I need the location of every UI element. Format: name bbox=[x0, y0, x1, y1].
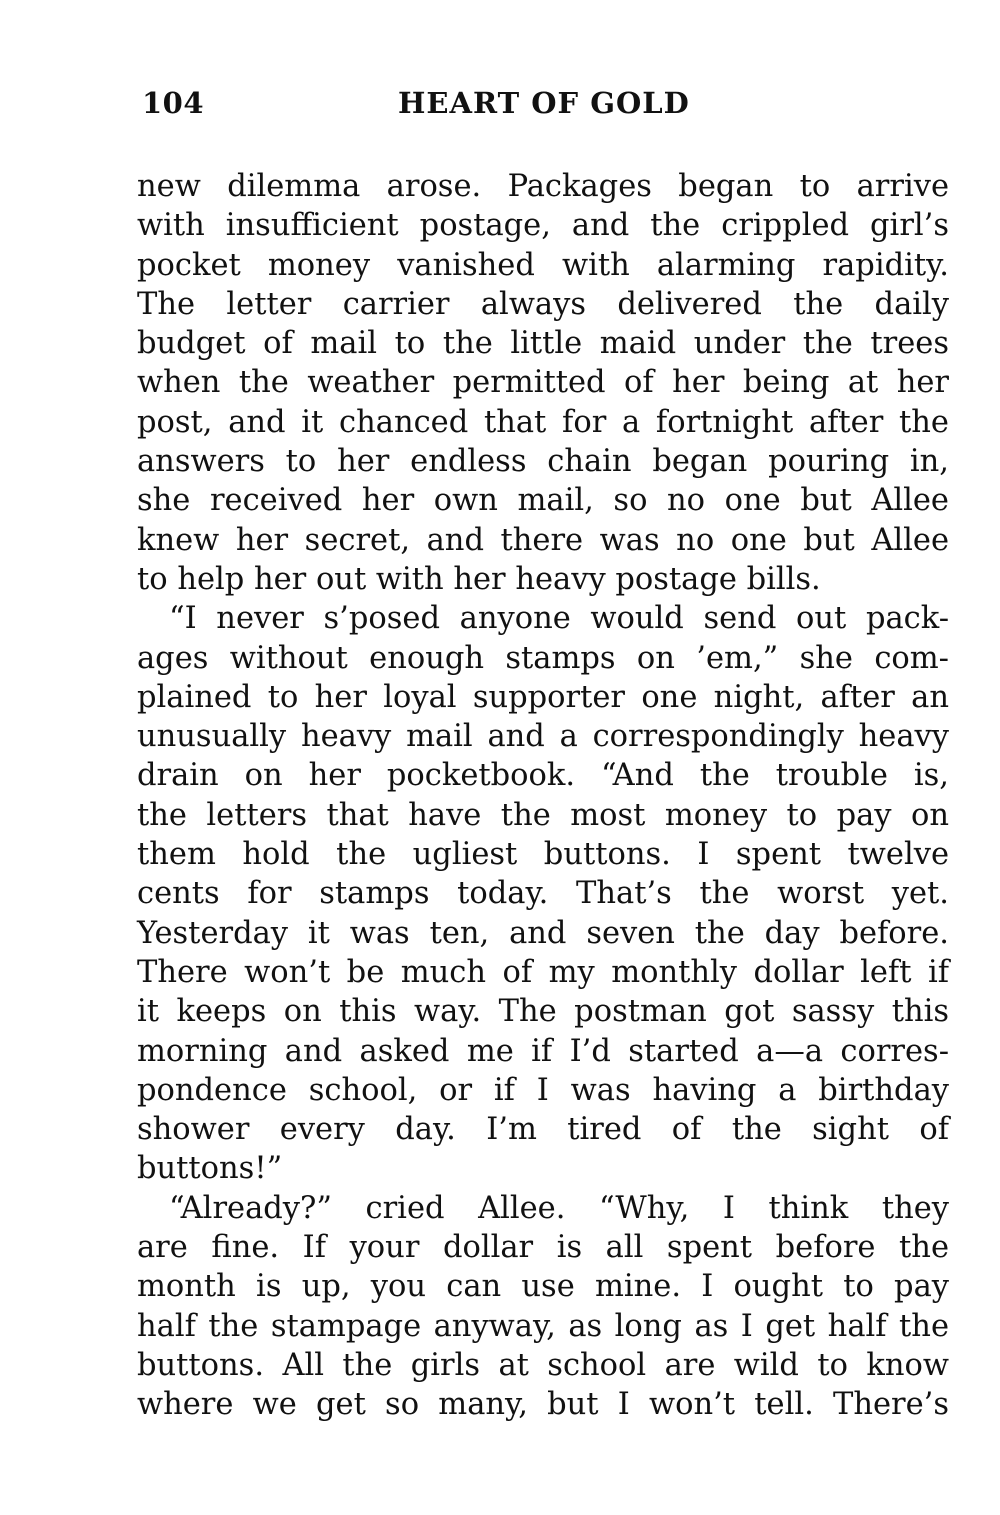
text-line: pondence school, or if I was having a birthday bbox=[137, 1072, 949, 1108]
running-head bbox=[138, 86, 948, 126]
body-text bbox=[137, 167, 949, 1425]
paragraph-first-line: “Already?” cried Allee. “Why, I think they bbox=[169, 1190, 949, 1226]
text-line: are fine. If your dollar is all spent before the bbox=[137, 1230, 949, 1266]
text-line: shower every day. I’m tired of the sight of bbox=[137, 1112, 949, 1148]
text-line: with insufficient postage, and the crippled girl’s bbox=[137, 208, 949, 244]
text-line: the letters that have the most money to pay on bbox=[137, 797, 949, 833]
text-line: month is up, you can use mine. I ought to pay bbox=[137, 1269, 949, 1305]
text-line: budget of mail to the little maid under the trees bbox=[137, 326, 949, 362]
text-line: knew her secret, and there was no one but Allee bbox=[137, 522, 949, 558]
text-line: post, and it chanced that for a fortnight after the bbox=[137, 404, 949, 440]
text-line: cents for stamps today. That’s the worst yet. bbox=[137, 876, 949, 912]
text-line: them hold the ugliest buttons. I spent twelve bbox=[137, 837, 949, 873]
text-line: when the weather permitted of her being at her bbox=[137, 365, 949, 401]
text-line: answers to her endless chain began pouring in, bbox=[137, 444, 949, 480]
text-line: drain on her pocketbook. “And the trouble is, bbox=[137, 758, 949, 794]
text-line: buttons!” bbox=[137, 1151, 283, 1187]
text-line: unusually heavy mail and a correspondingly heavy bbox=[137, 719, 949, 755]
paragraph-first-line: “I never s’posed anyone would send out pack- bbox=[169, 601, 949, 637]
text-line: new dilemma arose. Packages began to arrive bbox=[137, 169, 949, 204]
text-line: half the stampage anyway, as long as I get half the bbox=[137, 1308, 949, 1344]
book-title: HEART OF GOLD bbox=[398, 86, 690, 120]
text-line: The letter carrier always delivered the daily bbox=[137, 286, 949, 322]
text-line: to help her out with her heavy postage bills. bbox=[137, 561, 821, 597]
text-line: ages without enough stamps on ’em,” she com- bbox=[137, 640, 949, 676]
text-line: morning and asked me if I’d started a—a corres- bbox=[137, 1033, 949, 1069]
text-line: where we get so many, but I won’t tell. There’s bbox=[137, 1387, 949, 1423]
text-line: plained to her loyal supporter one night, after an bbox=[137, 679, 949, 715]
text-line: she received her own mail, so no one but Allee bbox=[137, 483, 949, 519]
text-line: There won’t be much of my monthly dollar left if bbox=[137, 954, 949, 990]
text-line: Yesterday it was ten, and seven the day before. bbox=[137, 915, 949, 951]
page-number: 104 bbox=[142, 86, 205, 120]
text-line: it keeps on this way. The postman got sassy this bbox=[137, 994, 949, 1030]
text-line: pocket money vanished with alarming rapidity. bbox=[137, 247, 949, 283]
text-line: buttons. All the girls at school are wild to know bbox=[137, 1347, 949, 1383]
